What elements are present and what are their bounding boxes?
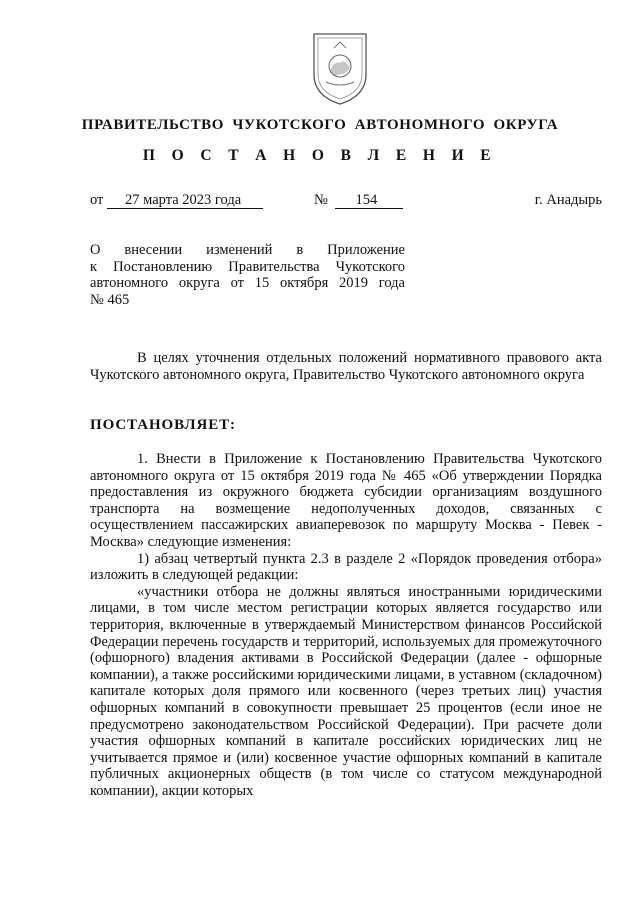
subject-line: О внесении изменений в Приложение <box>90 242 405 258</box>
number-line <box>314 192 403 209</box>
subject-line: автономного округа от 15 октября 2019 года <box>90 275 405 291</box>
paragraph: 1. Внести в Приложение к Постановлению Правительства Чукотского автономного округа от 15 октября 2019 года № 465 «Об утверждении Порядка предоставления из окружного бюджета субсидии организациям воздушного транспорта на возмещение недополученных доходов, связанных с осуществлением пассажирских авиаперевозок по маршруту Москва - Певек - Москва» следующие изменения: <box>90 451 602 550</box>
number-label: № <box>314 192 328 208</box>
paragraph: «участники отбора не должны являться иностранными юридическими лицами, в том числе местом регистрации которых является государство или территория, включенные в утверждаемый Министерством финансов Российской Федерации перечень государств и территорий, используемых для промежуточного (офшорного) владения активами в Российской Федерации (далее - офшорные компании), а также российскими юридическими лицами, в уставном (складочном) капитале которых доля прямого или косвенного (через третьих лиц) участия офшорных компаний в совокупности превышает 25 процентов (если иное не предусмотрено законодательством Российской Федерации). При расчете доли участия офшорных компаний в капитале российских юридических лиц не учитывается прямое и (или) косвенное участие офшорных компаний в капитале публичных акционерных обществ (в том числе со статусом международной компании), акции которых <box>90 583 602 799</box>
date-line <box>90 192 263 209</box>
from-label: от <box>90 192 104 208</box>
document-subject <box>90 242 405 308</box>
paragraph: 1) абзац четвертый пункта 2.3 в разделе 2 «Порядок проведения отбора» изложить в следующей редакции: <box>90 550 602 584</box>
city: г. Анадырь <box>534 192 602 208</box>
document-type: П О С Т А Н О В Л Е Н И Е <box>142 147 498 164</box>
preamble-text: В целях уточнения отдельных положений нормативного правового акта Чукотского автономного округа, Правительство Чукотского автономного округа <box>90 350 602 383</box>
document-body <box>90 451 602 799</box>
subject-line: к Постановлению Правительства Чукотского <box>90 258 405 275</box>
document-number: 154 <box>335 193 403 209</box>
preamble <box>90 350 602 383</box>
subject-line: № 465 <box>90 291 130 308</box>
document-date: 27 марта 2023 года <box>107 193 263 209</box>
emblem-icon <box>306 30 374 108</box>
decree-word: ПОСТАНОВЛЯЕТ: <box>90 417 236 433</box>
government-title: ПРАВИТЕЛЬСТВО ЧУКОТСКОГО АВТОНОМНОГО ОКРУГА <box>81 117 559 133</box>
